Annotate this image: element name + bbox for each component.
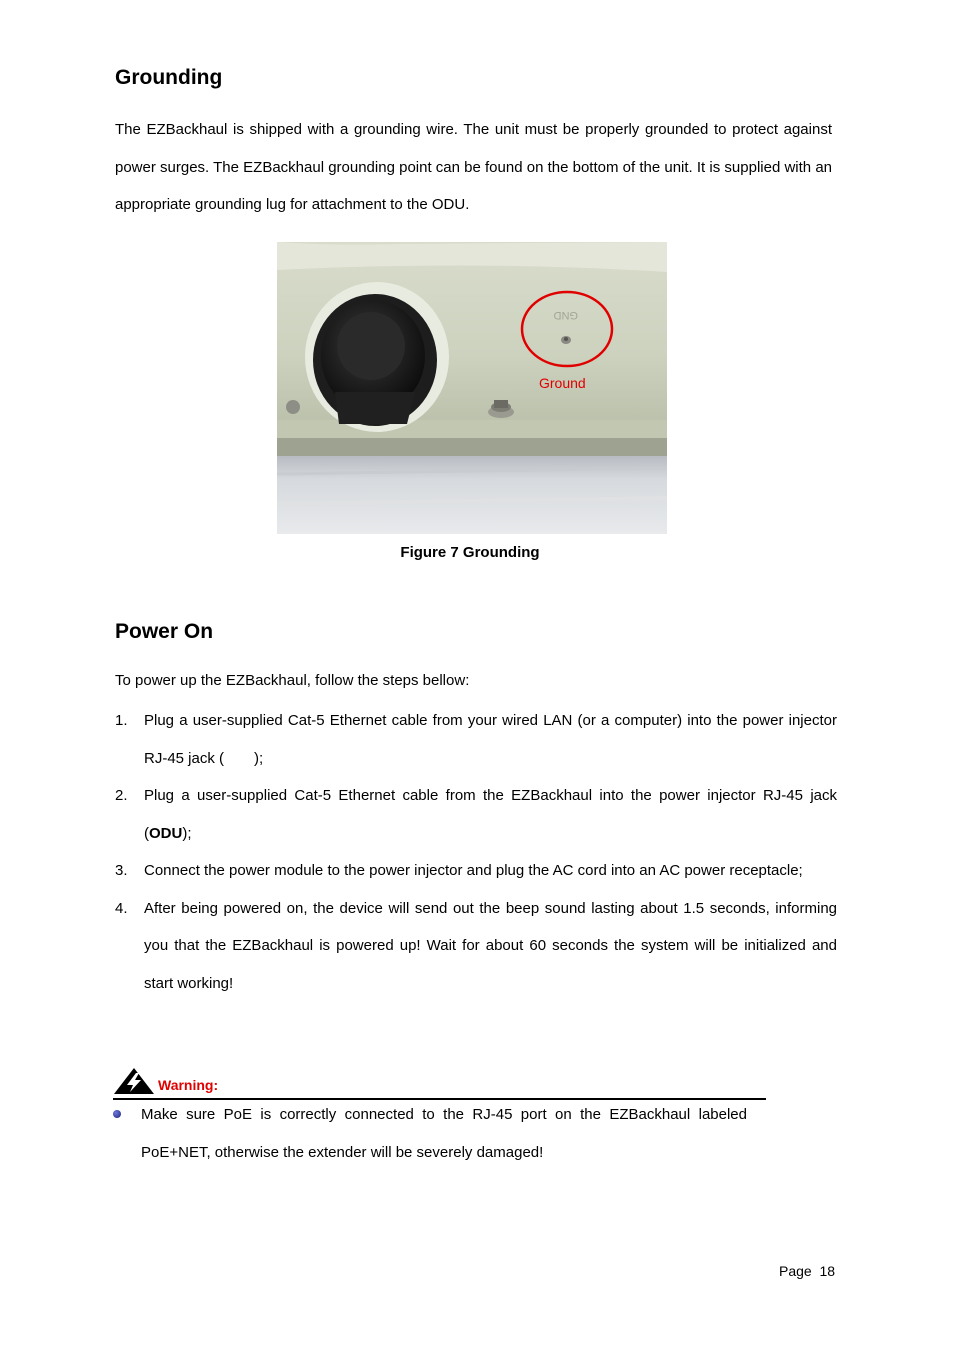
power-on-heading: Power On [115,620,214,643]
grounding-heading: Grounding [115,66,223,89]
step-item [115,777,837,852]
page-number-value: 18 [819,1263,836,1279]
step-text-end: ); [182,824,192,842]
warning-header [113,1066,766,1100]
bullet-icon [113,1110,121,1118]
step-item [115,890,837,1003]
ground-label: Ground [539,375,586,391]
step-text-end: ); [254,749,264,767]
step-number: 2. [115,787,128,804]
step-text: Plug a user-supplied Cat-5 Ethernet cable from the EZBackhaul into the power injector RJ-45 jack ( [144,787,837,842]
step-item [115,852,837,890]
step-item [115,702,837,777]
warning-label: Warning: [158,1077,219,1093]
power-on-intro: To power up the EZBackhaul, follow the steps bellow: [115,672,470,689]
figure-caption: Figure 7 Grounding [400,544,540,561]
warning-text: Make sure PoE is correctly connected to the RJ-45 port on the EZBackhaul labeled PoE+NET, otherwise the extender will be severely damaged! [141,1106,747,1161]
step-number: 3. [115,862,128,879]
grounding-photo-illustration [277,242,667,534]
warning-triangle-lightning-icon [113,1067,155,1095]
power-on-steps [115,702,837,1002]
step-number: 1. [115,712,128,729]
step-text: Connect the power module to the power injector and plug the AC cord into an AC power receptacle; [144,862,803,879]
gnd-marking: GND [553,309,578,321]
grounding-photo [277,242,667,534]
step-text: Plug a user-supplied Cat-5 Ethernet cable from your wired LAN (or a computer) into the power injector RJ-45 jack ( [144,712,837,767]
page-label: Page [779,1263,812,1279]
step-text-bold: ODU [149,824,183,842]
page-number [779,1263,835,1279]
grounding-paragraph: The EZBackhaul is shipped with a grounding wire. The unit must be properly grounded to protect against power surges. The EZBackhaul grounding point can be found on the bottom of the unit. It is supplied with an appropriate grounding lug for attachment to the ODU. [115,121,832,213]
step-text: After being powered on, the device will send out the beep sound lasting about 1.5 seconds, informing you that the EZBackhaul is powered up! Wait for about 60 seconds the system will be initialized and start working! [144,899,837,992]
step-number: 4. [115,899,128,917]
